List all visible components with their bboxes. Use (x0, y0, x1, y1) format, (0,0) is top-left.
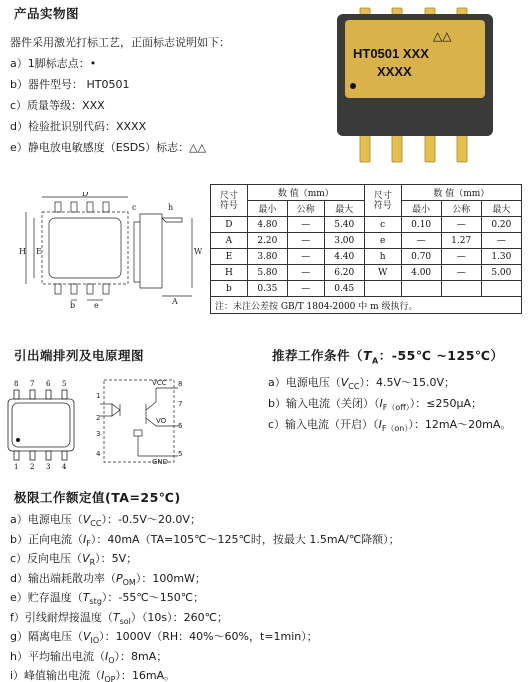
dim-table-subheader: 最小 公称 最大 最小 公称 最大 (211, 201, 522, 217)
dim-label-b: b (70, 301, 76, 310)
schematic-pin-label: 3 (96, 430, 101, 438)
chip-lot-text: XXXX (377, 64, 412, 79)
spec-item: a）电源电压$(V_{CC})$：4.5V～15.0V； (268, 376, 455, 392)
dim-label-c: c (132, 203, 137, 212)
marking-item: a）1脚标志点：• (10, 57, 97, 70)
spec-item: b）输入电流（关闭）$(I_{F(off)})$：≤250μA； (268, 397, 482, 413)
pin-label: 4 (62, 463, 67, 471)
pin-label: 5 (62, 380, 67, 388)
pinout-title: 引出端排列及电原理图 (14, 348, 145, 363)
spec-item: f）引线耐焊接温度$(T_{sol})(10s)$：260℃； (10, 610, 228, 626)
schematic-pin-label: 6 (178, 422, 183, 430)
schematic-pin-label: 7 (178, 400, 183, 408)
schematic-pin-label: 1 (96, 392, 101, 400)
recommended-title: 推荐工作条件（$T_A$：-55℃ ~125℃） (272, 348, 504, 366)
marking-intro: 器件采用激光打标工艺，正面标志说明如下： (10, 36, 230, 49)
chip-photo (335, 6, 515, 166)
table-row: D 4.80 — 5.40 c 0.10 — 0.20 (211, 217, 522, 233)
marking-item: b）器件型号： HT0501 (10, 78, 130, 91)
product-photo-title: 产品实物图 (14, 6, 80, 21)
dim-label-W: W (194, 247, 202, 256)
side-lead-top (162, 218, 182, 222)
pin-label: 2 (30, 463, 35, 471)
schematic-pin-label: 4 (96, 450, 101, 458)
spec-item: e）贮存温度$(T_{stg})$：-55℃～150℃； (10, 591, 205, 607)
spec-item: i）峰值输出电流$(I_{OP})$：16mA。 (10, 669, 176, 682)
dimension-table (210, 184, 522, 314)
dim-label-E: E (36, 247, 42, 256)
table-row: b 0.35 — 0.45 (211, 281, 522, 297)
schematic-pin-label: 2 (96, 414, 101, 422)
spec-item: d）输出端耗散功率$(P_{OM})$：100mW； (10, 571, 206, 587)
side-view-body (140, 214, 162, 288)
pinout-pin1-dot (16, 438, 20, 442)
side-lead-left (134, 222, 140, 282)
pin-label: 1 (14, 463, 19, 471)
schematic-vcc-label: VCC (152, 379, 167, 387)
package-dimension-drawing (12, 192, 202, 310)
spec-item: g）隔离电压$(V_{IO})$：1000V（RH：40%～60%，t=1min）； (10, 630, 318, 646)
schematic-led (112, 404, 120, 416)
schematic-pin-label: 8 (178, 380, 183, 388)
body-outline (42, 212, 128, 284)
dim-label-e: e (94, 301, 99, 310)
pin-label: 3 (46, 463, 51, 471)
dim-label-h: h (168, 203, 174, 212)
marking-item: c）质量等级：XXX (10, 99, 105, 112)
marking-item: e）静电放电敏感度（ESDS）标志：△△ (10, 141, 207, 154)
dim-label-H: H (19, 247, 26, 256)
pin-label: 6 (46, 380, 51, 388)
chip-model-text: HT0501 XXX (353, 46, 429, 61)
limits-title: 极限工作额定值(TA=25℃) (14, 490, 181, 505)
table-row: H 5.80 — 6.20 W 4.00 — 5.00 (211, 265, 522, 281)
spec-item: h）平均输出电流$(I_O)$：8mA； (10, 649, 168, 665)
spec-item: b）正向电流$(I_F)$：40mA（TA=105℃～125℃时，按最大 1.5mA/℃降额）； (10, 532, 400, 548)
chip-esd-mark: △△ (433, 29, 452, 43)
table-row: A 2.20 — 3.00 e — 1.27 — (211, 233, 522, 249)
pin1-dot (350, 83, 356, 89)
table-row: E 3.80 — 4.40 h 0.70 — 1.30 (211, 249, 522, 265)
pin-label: 8 (14, 380, 19, 388)
schematic-vo-label: VO (156, 417, 167, 425)
schematic-gnd-label: GND (152, 458, 169, 466)
marking-item: d）检验批识别代码：XXXX (10, 120, 147, 133)
spec-item: a）电源电压$(V_{CC})$：-0.5V～20.0V； (10, 513, 201, 529)
schematic-pin-label: 5 (178, 450, 183, 458)
schematic-diagram (94, 376, 190, 466)
spec-item: c）输入电流（开启）$(I_{F(on)})$：12mA～20mA。 (268, 418, 512, 434)
spec-item: c）反向电压$(V_R)$：5V； (10, 552, 138, 568)
lid-outline (49, 218, 121, 278)
dim-table-note: 注：未注公差按 GB/T 1804-2000 中 m 级执行。 (211, 297, 522, 314)
pin-label: 7 (30, 380, 35, 388)
pinout-drawing (4, 372, 84, 472)
dim-table-header: 尺寸 符号 数 值（mm） 尺寸 符号 数 值（mm） (211, 185, 522, 201)
drawing-pins (55, 202, 109, 294)
dim-label-A: A (172, 297, 178, 306)
dim-label-D: D (82, 192, 89, 198)
